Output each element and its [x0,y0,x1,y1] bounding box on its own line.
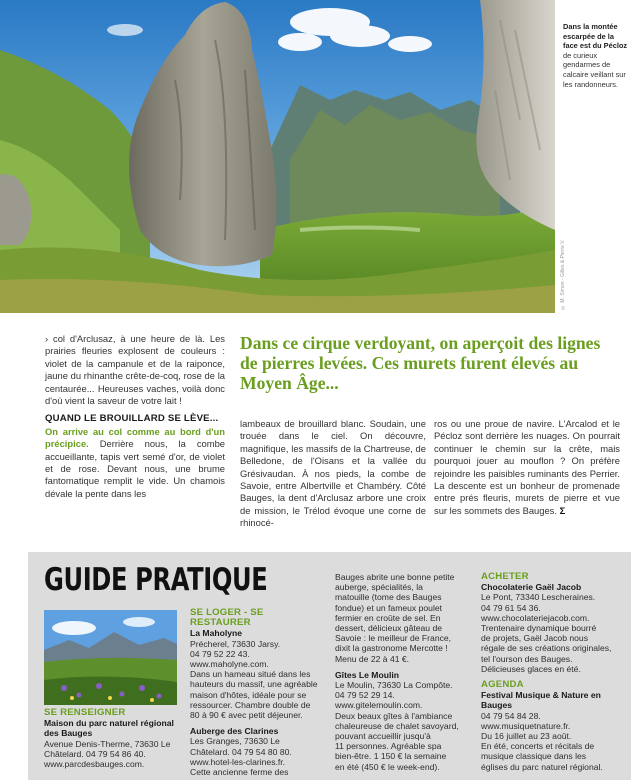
clarines-name: Auberge des Clarines [190,726,279,737]
chocolaterie-line: de projets, Gaël Jacob nous [481,633,589,644]
auberge-line: fondue) et un fameux poulet [335,602,443,613]
caption-text: de curieux gendarmes de calcaire veillant sur les randonneurs. [563,50,626,89]
lead-in: On arrive au col comme au bord d'un précipice. [45,425,225,450]
gites-line: 11 personnes. Agréable spa [335,741,442,752]
clarines-line: Châtelard. 04 79 54 80 80. [190,746,292,757]
auberge-line: fermier en croûte de sel. En [335,612,441,623]
gites-url[interactable]: www.gitelemoulin.com. [335,700,423,711]
maholyne-line: 80 à 90 € avec petit déjeuner. [190,710,303,721]
hero-photo [0,0,555,313]
article-paragraph [45,426,225,500]
se-renseigner-line: Châtelard. 04 79 54 86 40. [44,748,146,759]
se-renseigner-url[interactable]: www.parcdesbauges.com. [44,759,145,770]
gites-line: Deux beaux gîtes à l'ambiance [335,710,453,721]
maholyne-line: maison d'hôtes, idéale pour se [190,689,307,700]
chocolaterie-line: Délicieuses glaces en été. [481,663,581,674]
photo-credit: © M. Simon - Gilles & Pierre V. [560,239,566,310]
guide-photo [44,610,177,705]
gites-line: 04 79 52 29 14. [335,690,395,701]
subheading: QUAND LE BROUILLARD SE LÈVE... [45,413,219,425]
gites-line: chaleureuse de chalet savoyard, [335,720,459,731]
end-mark: Σ [559,504,566,516]
guide-title: GUIDE PRATIQUE [44,562,268,598]
auberge-line: Menu de 22 à 41 €. [335,653,410,664]
agenda-heading: AGENDA [481,679,524,691]
chocolaterie-line: tel l'ourson des Bauges. [481,653,573,664]
chocolaterie-url[interactable]: www.chocolateriejacob.com. [481,612,590,623]
auberge-line: Savoie : le meilleur de France, [335,633,452,644]
intro-text: col d'Arclusaz, à une heure de là. Les prairies fleuries explosent de couleurs : violet de la campanule et de la raiponce, jaune du rhinanthe crête-de-coq, rose de la centaurée... Heureuses vaches, voilà donc d'où vient la saveur de votre lait ! [45,333,225,407]
auberge-gites-block [335,572,475,772]
continuation-arrow-icon: › [45,333,49,344]
pull-quote: Dans ce cirque verdoyant, on aperçoit des lignes de pierres levées. Ces murets furent élevés au Moyen Âge... [240,333,601,393]
gites-line: Le Moulin, 73630 La Compôte. [335,680,453,691]
clarines-line: Cette ancienne ferme des [190,767,289,778]
auberge-line: dixit la gastronome Mercotte ! [335,643,448,654]
se-renseigner-heading: SE RENSEIGNER [44,707,126,718]
clarines-url[interactable]: www.hotel-les-clarines.fr. [190,756,286,767]
festival-line: 04 79 54 84 28. [481,710,541,721]
guide-pratique-box [28,552,631,780]
festival-name: Festival Musique & Nature en Bauges [481,690,601,711]
maholyne-url[interactable]: www.maholyne.com. [190,659,269,670]
auberge-line: matouille (tome des Bauges [335,592,442,603]
gites-name: Gîtes Le Moulin [335,669,399,680]
se-renseigner-block [44,708,179,769]
maholyne-line: ressourcer. Chambre double de [190,699,311,710]
maholyne-line: hauteurs du massif, une agréable [190,679,318,690]
maholyne-line: Dans un hameau situé dans les [190,669,311,680]
acheter-block [481,572,629,772]
festival-line: musique classique dans les [481,751,587,762]
maholyne-name: La Maholyne [190,628,243,639]
chocolaterie-line: Le Pont, 73340 Lescheraines. [481,592,596,603]
meadow-flowers-illustration [44,610,177,705]
gites-line: en été (450 € le week-end). [335,761,440,772]
festival-line: églises du parc naturel régional. [481,761,603,772]
article-column-2: lambeaux de brouillard blanc. Soudain, une trouée dans le ciel. On découvre, magnifique, les massifs de la Chartreuse, de Belledone, de l'Oisans et la vallée du Grésivaudan. À nos pieds, la combe de Savoie, entre Albertville et Chambéry. Côté Bauges, la dent d'Arclusaz arbore une croix de mission, le Trélod évoque une corne de rhinocé- [240,418,426,529]
festival-line: En été, concerts et récitals de [481,741,595,752]
article-column-3 [434,418,620,517]
photo-caption [563,22,629,89]
paragraph-text: Derrière nous, la combe accueillante, tapis vert semé d'or, de violet et de rose. Devant nous, une brume fantomatique remplit le vide. Un chamois dévale la pente dans les [45,438,225,499]
chocolaterie-line: Trentenaire dynamique bourré [481,623,597,634]
se-renseigner-line: Avenue Denis-Therme, 73630 Le [44,738,171,749]
article-intro [45,333,225,407]
chocolaterie-line: régale de ses créations originales, [481,643,612,654]
acheter-heading: ACHETER [481,571,529,582]
article-column-1 [45,333,225,500]
gites-line: pouvant accueillir jusqu'à [335,731,431,742]
clarines-line: Les Granges, 73630 Le [190,736,280,747]
mountain-landscape-illustration [0,0,555,313]
se-renseigner-name: Maison du parc naturel régional des Bauges [44,718,174,739]
chocolaterie-name: Chocolaterie Gaël Jacob [481,582,582,593]
auberge-line: dessert, délicieux gâteau de [335,623,443,634]
gites-line: bien-être. 1 150 € la semaine [335,751,447,762]
caption-bold: Dans la montée escarpée de la face est du Pécloz [563,22,628,51]
se-loger-block [190,608,325,777]
auberge-line: Bauges abrite une bonne petite [335,572,455,582]
maholyne-line: 04 79 52 22 43. [190,648,250,659]
festival-url[interactable]: www.musiquetnature.fr. [481,720,571,731]
chocolaterie-line: 04 79 61 54 36. [481,602,541,613]
maholyne-line: Précherel, 73630 Jarsy. [190,638,281,649]
se-loger-heading: SE LOGER - SE RESTAURER [190,607,264,629]
column-text: ros ou une proue de navire. L'Arcalod et le Pécloz sont derrière les nuages. On pourrait continuer le chemin sur la crête, mais pourquoi jouer au mouflon ? On préfère rejoindre les paisibles ruminants des Perrier. La descente est un bonheur de promenade entre prés fleuris, murets de pierre et vue sur les sommets des Bauges. [434,418,620,516]
festival-line: Du 16 juillet au 23 août. [481,731,572,742]
auberge-line: auberge, spécialités, la [335,582,423,593]
